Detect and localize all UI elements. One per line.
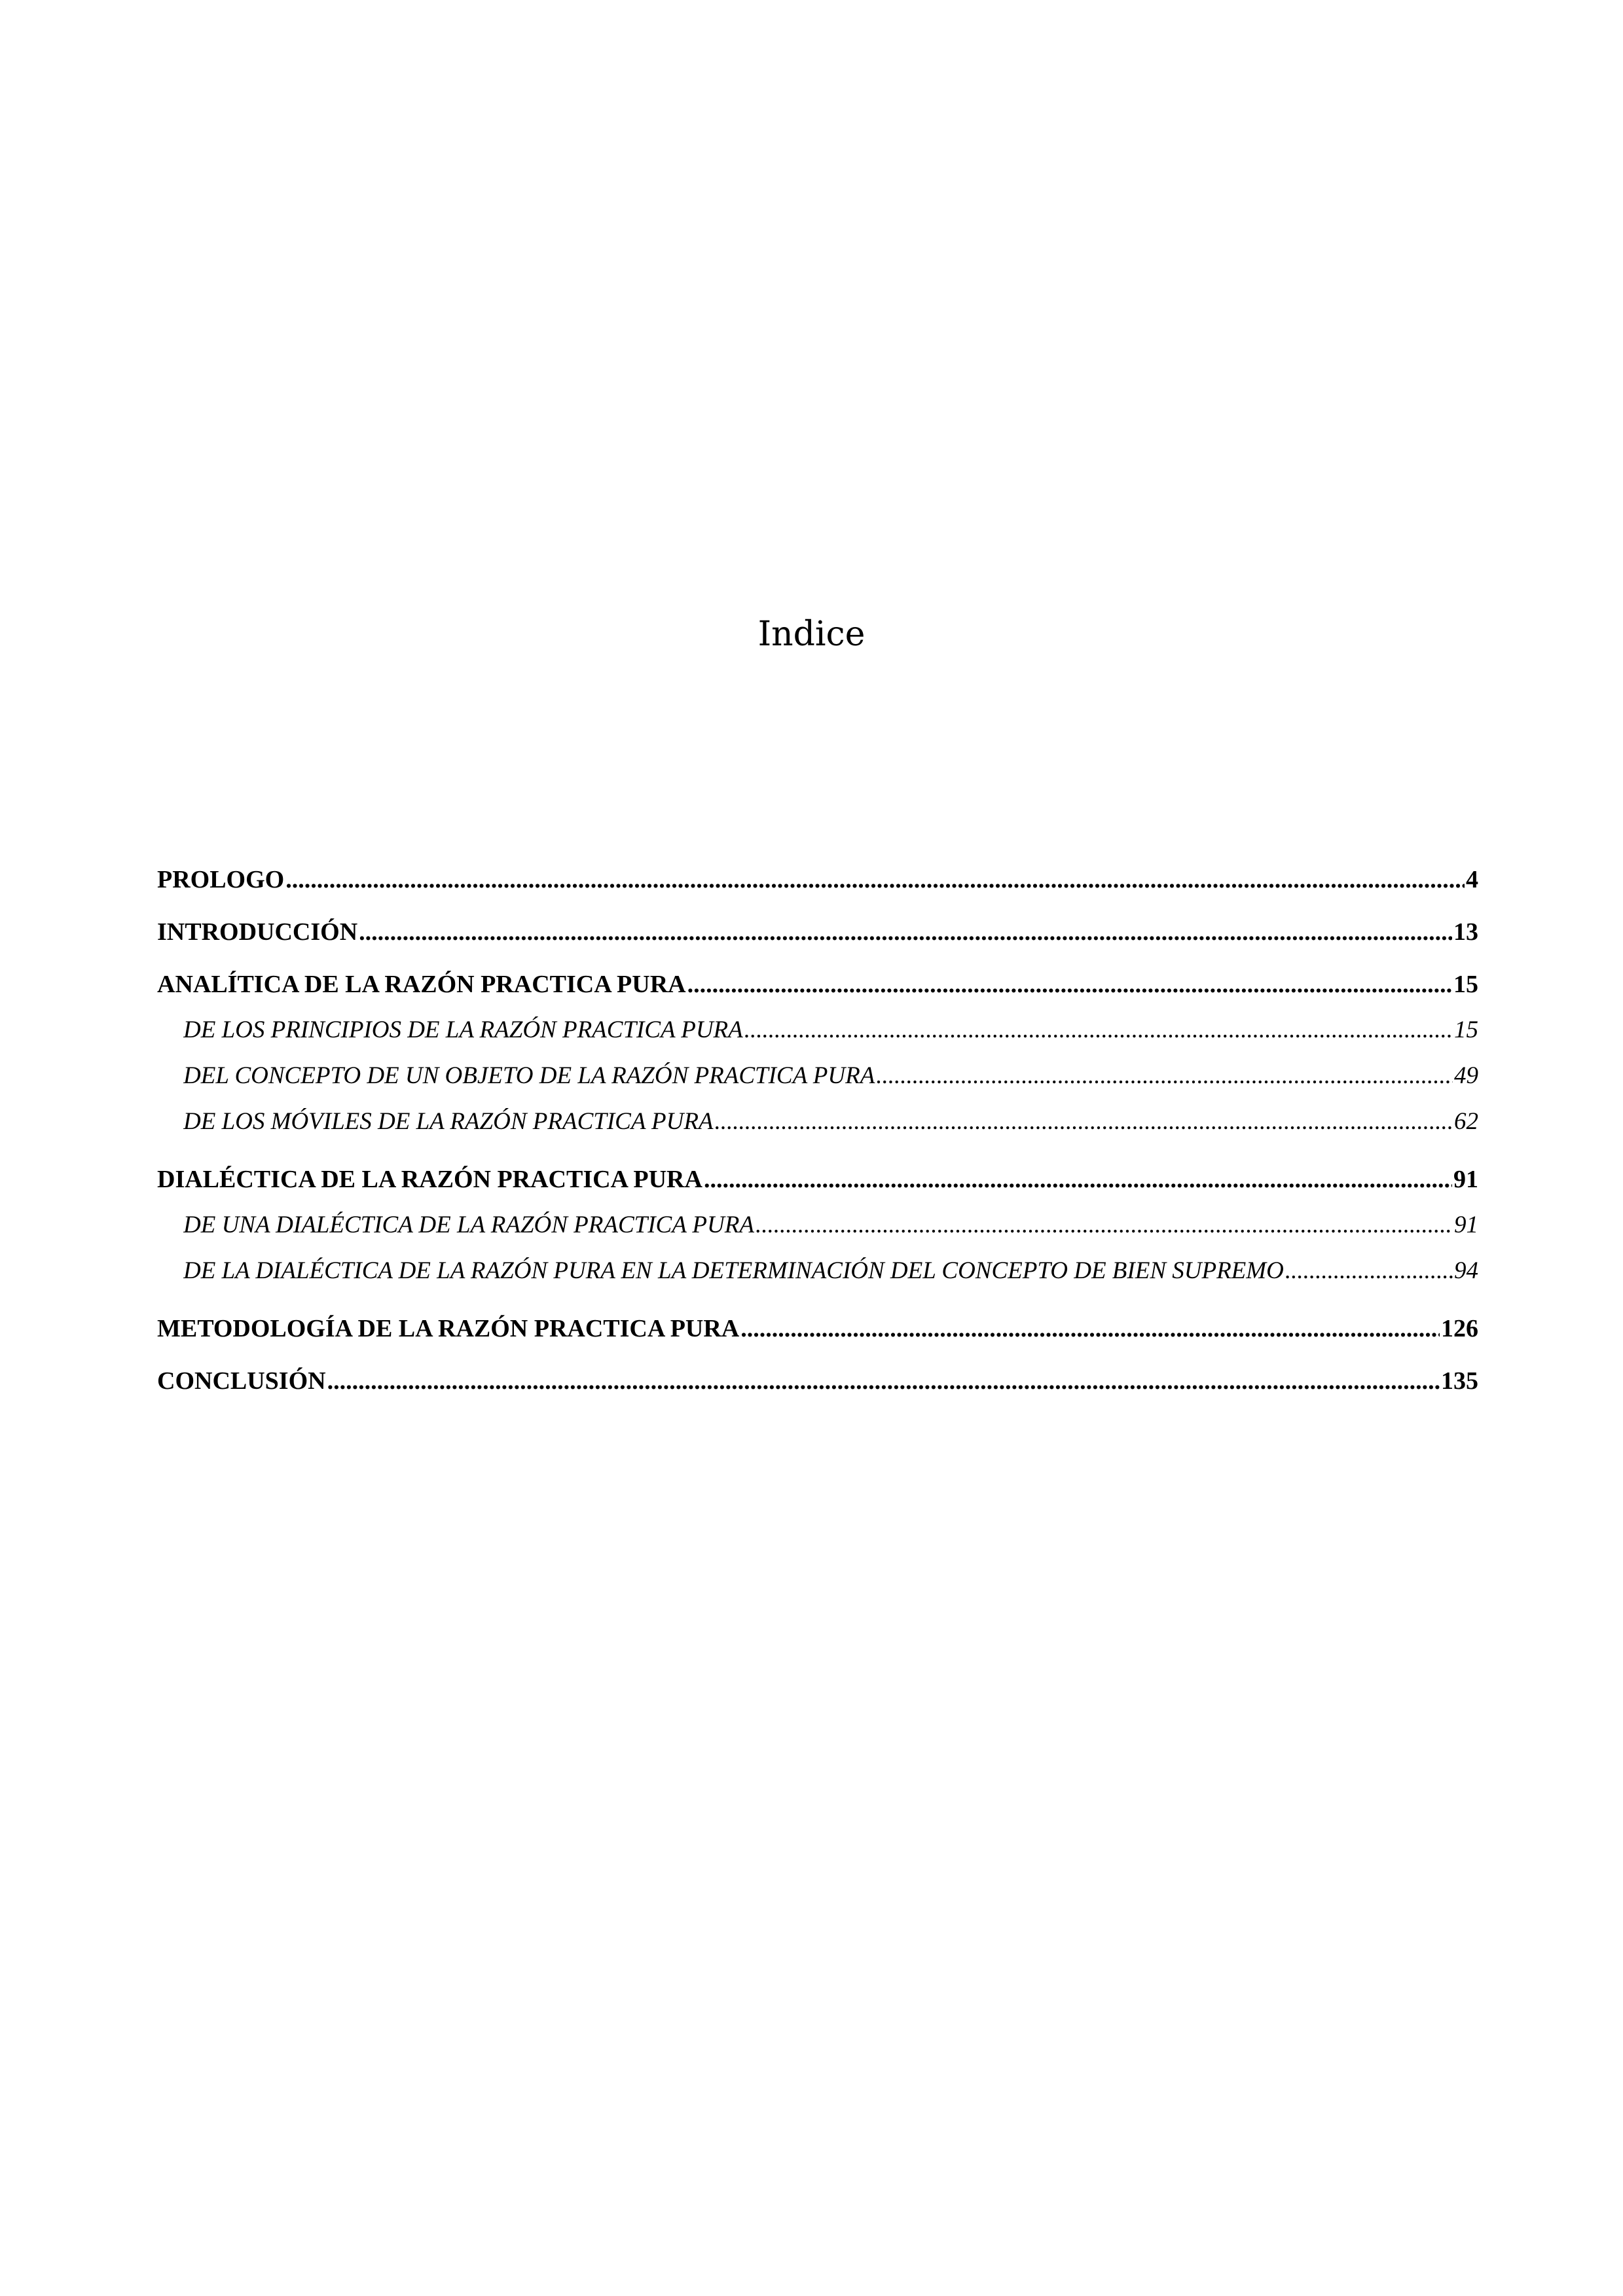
toc-page-number: 94 — [1454, 1257, 1478, 1284]
toc-leader-dots — [1285, 1255, 1453, 1287]
toc-entry-label: DEL CONCEPTO DE UN OBJETO DE LA RAZÓN PRACTICA PURA — [183, 1062, 875, 1089]
toc-entry-label: DE LOS PRINCIPIOS DE LA RAZÓN PRACTICA PURA — [183, 1016, 743, 1043]
toc-entry-label: ANALÍTICA DE LA RAZÓN PRACTICA PURA — [157, 971, 686, 998]
toc-leader-dots — [756, 1210, 1453, 1241]
toc-entry-analitica[interactable] — [157, 969, 1478, 1000]
toc-leader-dots — [740, 1313, 1440, 1344]
toc-page-number: 91 — [1453, 1166, 1478, 1193]
toc-leader-dots — [744, 1014, 1453, 1046]
toc-leader-dots — [704, 1164, 1452, 1195]
toc-page-number: 49 — [1454, 1062, 1478, 1089]
toc-leader-dots — [285, 864, 1465, 895]
toc-leader-dots — [359, 916, 1452, 948]
toc-page-number: 15 — [1453, 971, 1478, 998]
toc-entry-label: DE LA DIALÉCTICA DE LA RAZÓN PURA EN LA DETERMINACIÓN DEL CONCEPTO DE BIEN SUPREMO — [183, 1257, 1284, 1284]
toc-entry-introduccion[interactable] — [157, 916, 1478, 948]
page-title: Indice — [757, 614, 866, 654]
toc-entry-moviles[interactable] — [183, 1106, 1478, 1138]
toc-entry-label: CONCLUSIÓN — [157, 1367, 326, 1395]
toc-entry-label: DIALÉCTICA DE LA RAZÓN PRACTICA PURA — [157, 1166, 702, 1193]
toc-entry-principios[interactable] — [183, 1014, 1478, 1046]
toc-entry-bien-supremo[interactable] — [183, 1255, 1478, 1287]
toc-entry-label: PROLOGO — [157, 866, 285, 893]
toc-page-number: 13 — [1453, 918, 1478, 946]
toc-leader-dots — [687, 969, 1452, 1000]
toc-leader-dots — [715, 1106, 1453, 1138]
toc-entry-dialectica[interactable] — [157, 1164, 1478, 1195]
toc-entry-una-dialectica[interactable] — [183, 1210, 1478, 1241]
toc-page-number: 62 — [1454, 1108, 1478, 1135]
toc-page-number: 126 — [1441, 1315, 1478, 1342]
toc-entry-conclusion[interactable] — [157, 1365, 1478, 1397]
toc-entry-label: DE UNA DIALÉCTICA DE LA RAZÓN PRACTICA PURA — [183, 1211, 754, 1238]
toc-entry-label: INTRODUCCIÓN — [157, 918, 358, 946]
toc-entry-metodologia[interactable] — [157, 1313, 1478, 1344]
toc-entry-concepto-objeto[interactable] — [183, 1060, 1478, 1092]
toc-page-number: 15 — [1454, 1016, 1478, 1043]
toc-entry-prologo[interactable] — [157, 864, 1478, 895]
toc-leader-dots — [327, 1365, 1440, 1397]
toc-entry-label: METODOLOGÍA DE LA RAZÓN PRACTICA PURA — [157, 1315, 740, 1342]
toc-page-number: 91 — [1454, 1211, 1478, 1238]
toc-page-number: 4 — [1466, 866, 1478, 893]
toc-page-number: 135 — [1441, 1367, 1478, 1395]
toc-entry-label: DE LOS MÓVILES DE LA RAZÓN PRACTICA PURA — [183, 1108, 714, 1135]
toc-leader-dots — [876, 1060, 1453, 1092]
